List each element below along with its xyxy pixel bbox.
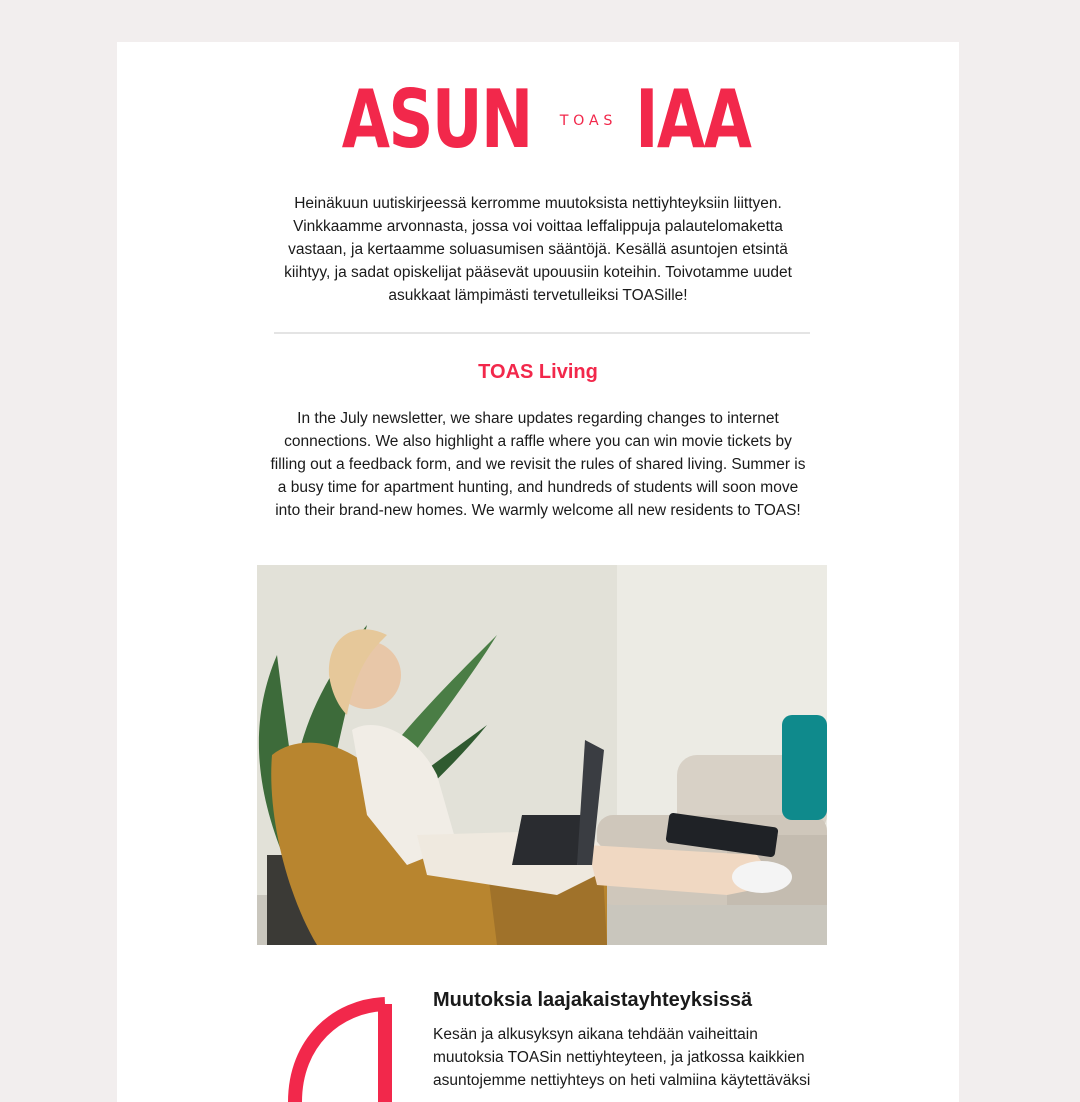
- article-title: Muutoksia laajakaistayhteyksissä: [433, 989, 753, 1011]
- logo-word-asun: ASUN: [341, 73, 532, 166]
- hero-photo: [257, 565, 827, 945]
- section-title: TOAS Living: [478, 361, 598, 383]
- asuntoasiaa-logo: [337, 73, 751, 166]
- intro-paragraph-en: In the July newsletter, we share updates regarding changes to internet connections. We also highlight a raffle where you can win movie tickets by filling out a feedback form, and we revisit the rules of shared living. Summer is a busy time for apartment hunting, and hundreds of students will soon move into their brand-new homes. We warmly welcome all new residents to TOAS!: [270, 410, 806, 519]
- toas-logo-text: TOAS: [560, 113, 618, 130]
- newsletter-card: [117, 42, 959, 1102]
- logo-word-iaa: IAA: [635, 73, 751, 166]
- article-quarter-circle-icon: [277, 992, 407, 1102]
- intro-paragraph-fi: Heinäkuun uutiskirjeessä kerromme muutoksista nettiyhteyksiin liittyen. Vinkkaamme arvonnasta, jossa voi voittaa leffalippuja palautelomaketta vastaan, ja kertaamme soluasumisen sääntöjä. Kesällä asuntojen etsintä kiihtyy, ja sadat opiskelijat pääsevät upouusiin koteihin. Toivotamme uudet asukkaat lämpimästi tervetulleiksi TOASille!: [284, 195, 792, 304]
- hero-illustration: [257, 565, 827, 945]
- section-divider: [274, 332, 810, 334]
- toas-logo-mark: [558, 100, 619, 140]
- article-body: Kesän ja alkusyksyn aikana tehdään vaiheittain muutoksia TOASin nettiyhteyteen, ja jatkossa kaikkien asuntojemme nettiyhteys on heti valmiina käytettäväksi: [433, 1026, 811, 1089]
